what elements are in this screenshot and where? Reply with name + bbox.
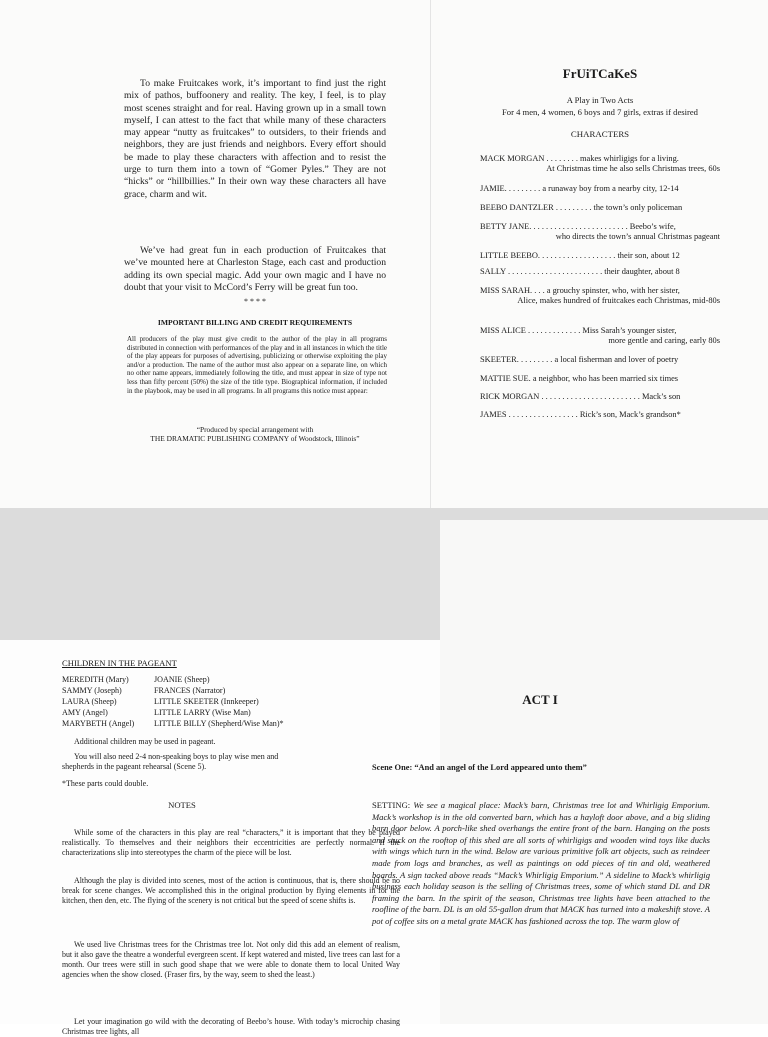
intro-paragraph-2: We’ve had great fun in each production of Fruitcakes that we’ve mounted here at Charleston Stage, each cast and production adding its own special magic. Add your own magic and I have no doubt that your visit to McCord’s Ferry will be great fun too.: [124, 245, 386, 293]
character-description: Mack’s son: [641, 392, 681, 401]
child-entry: LITTLE LARRY (Wise Man): [154, 708, 251, 717]
character-entry: [480, 410, 720, 420]
billing-heading: IMPORTANT BILLING AND CREDIT REQUIREMENTS: [157, 318, 353, 327]
act-heading: ACT I: [522, 692, 558, 707]
doubled-parts-note: *These parts could double.: [62, 779, 149, 788]
notes-paragraph-2: Although the play is divided into scenes, most of the action is continuous, that is, there should be no break for scene changes. We accomplished this in the original production by flying elements in for the kitchen, then den, etc. The flying of the scenery is not critical but the speed of scene shifts is.: [62, 875, 400, 905]
character-name: SALLY: [480, 267, 506, 276]
notes-paragraph-4: Let your imagination go wild with the decorating of Beebo’s house. With today’s microchip chasing Christmas tree lights, all: [62, 1016, 400, 1036]
notes-paragraph-1: While some of the characters in this play are real “characters,” it is important that they be played realistically. To themselves and their neighbors their eccentricities are perfectly normal. If the characterizations slip into stereotypes the charm of the piece will be lost.: [62, 827, 400, 857]
character-name: SKEETER: [480, 355, 517, 364]
leader-dots: . . . . . . . . . . . . . . . . . . . . . . . .: [539, 392, 642, 401]
character-description: a runaway boy from a nearby city, 12-14: [542, 184, 679, 193]
section-divider: * * * *: [244, 297, 266, 306]
child-entry: AMY (Angel): [62, 708, 108, 717]
child-entry: MARYBETH (Angel): [62, 719, 135, 728]
character-description-cont: more gentle and caring, early 80s: [608, 336, 720, 345]
character-entry: [480, 374, 720, 384]
leader-dots: . . . . . . . . .: [553, 203, 594, 212]
leader-dots: . . . . . . . .: [544, 154, 581, 163]
leader-dots: . . . . . . . . . . . . . . . . .: [506, 410, 580, 419]
character-name: MISS SARAH: [480, 286, 531, 295]
intro-paragraph-1: To make Fruitcakes work, it’s important to find just the right mix of pathos, buffoonery and reality. The key, I feel, is to play most scenes straight and for real. Having grown up in a small town myself, I can attest to the fact that while many of these characters may appear “nutty as fruitcakes” to outsiders, to their friends and neighbors, they are just friends and neighbors. Every effort should be made to play these characters with affection and to resist the urge to turn them into a town of “Gomer Pyles.” They are not “hicks” or “hillbillies.” In their own way these characters all have grace, charm and wit.: [124, 78, 386, 200]
character-name: BEEBO DANTZLER: [480, 203, 554, 212]
page-fold: [430, 0, 431, 508]
child-entry: FRANCES (Narrator): [154, 686, 226, 695]
scene-heading: Scene One: “And an angel of the Lord appeared unto them”: [372, 763, 587, 772]
setting-text: We see a magical place: Mack’s barn, Christmas tree lot and Whirligig Emporium. Mack’s workshop is in the old converted barn, which has a hayloft door above, and a big sliding barn door below. A porch-like shed overhangs the entire front of the barn. Hanging on the posts and stuck on the rooftop of this shed are all sorts of whirligigs and wooden wind toys like ducks with wings which turn in the wind. Below are various primitive folk art objects, such as reindeer made from logs and branches, as well as paintings on odd pieces of tin and old, weathered boards. A sign tacked above reads “Mack’s Whirligig Emporium.” A sideline to Mack’s whirligig business each holiday season is the selling of Christmas trees, some of which stand DL and DR framing the barn. In the spirit of the season, Christmas tree lights have been attached to the roofline of the barn. DL is an old 55-gallon drum that MACK has turned into a makeshift stove. A pot of coffee sits on a metal grate MACK has fashioned across the top. The warm glow of: [372, 800, 710, 926]
character-description: a neighbor, who has been married six times: [532, 374, 679, 383]
notes-paragraph-3: We used live Christmas trees for the Christmas tree lot. Not only did this add an element of realism, but it also gave the theatre a wonderful evergreen scent. If kept watered and misted, live trees can last for a month. Our trees were still in such good shape that we were able to donate them to local United Way agencies when the show closed. (Fraser firs, by the way, seem to shed the least.): [62, 939, 400, 979]
child-entry: JOANIE (Sheep): [154, 675, 210, 684]
wise-men-note: You will also need 2-4 non-speaking boys to play wise men and shepherds in the pageant rehearsal (Scene 5).: [62, 752, 279, 771]
leader-dots: . . . . . . . . .: [504, 184, 543, 193]
character-description: Miss Sarah’s younger sister,: [582, 326, 677, 335]
leader-dots: . . . . . . . . . . . . . . . . . . .: [537, 251, 618, 260]
character-entry: [480, 222, 720, 242]
leader-dots: . . . .: [530, 286, 547, 295]
setting-description: [372, 800, 710, 928]
character-description-cont: Alice, makes hundred of fruitcakes each Christmas, mid-80s: [517, 296, 720, 305]
play-title: FrUiTCaKeS: [562, 66, 638, 81]
character-name: BETTY JANE: [480, 222, 530, 231]
character-entry: [480, 392, 720, 402]
character-description: a local fisherman and lover of poetry: [554, 355, 679, 364]
children-column-1: [62, 674, 152, 729]
credit-line-2: THE DRAMATIC PUBLISHING COMPANY of Woodstock, Illinois”: [150, 434, 360, 443]
character-name: MISS ALICE: [480, 326, 526, 335]
child-entry: SAMMY (Joseph): [62, 686, 122, 695]
character-name: LITTLE BEEBO: [480, 251, 538, 260]
child-entry: LITTLE BILLY (Shepherd/Wise Man)*: [154, 719, 284, 728]
character-description: Beebo’s wife,: [629, 222, 676, 231]
children-column-2: [154, 674, 334, 729]
character-description: Rick’s son, Mack’s grandson*: [579, 410, 681, 419]
character-description-cont: who directs the town’s annual Christmas pageant: [555, 232, 720, 241]
character-description: the town’s only policeman: [593, 203, 683, 212]
additional-children-note: Additional children may be used in pageant.: [74, 737, 216, 746]
character-name: MACK MORGAN: [480, 154, 545, 163]
leader-dots: . . . . . . . . . . . . . . . . . . . . . . .: [505, 267, 605, 276]
character-entry: [480, 267, 720, 277]
character-entry: [480, 286, 720, 306]
character-name: RICK MORGAN: [480, 392, 540, 401]
character-description: their daughter, about 8: [604, 267, 680, 276]
setting-label: SETTING:: [372, 800, 411, 810]
cast-count: For 4 men, 4 women, 6 boys and 7 girls, extras if desired: [502, 107, 698, 117]
character-entry: [480, 154, 720, 174]
characters-heading: CHARACTERS: [570, 129, 630, 139]
child-entry: MEREDITH (Mary): [62, 675, 129, 684]
play-subtitle: A Play in Two Acts: [566, 95, 634, 105]
character-description: their son, about 12: [617, 251, 680, 260]
leader-dots: .: [528, 374, 533, 383]
leader-dots: . . . . . . . . .: [516, 355, 555, 364]
child-entry: LAURA (Sheep): [62, 697, 117, 706]
character-entry: [480, 184, 720, 194]
credit-line-1: “Produced by special arrangement with: [196, 425, 314, 434]
leader-dots: . . . . . . . . . . . . . . . . . . . . . . . .: [529, 222, 630, 231]
billing-requirements-text: All producers of the play must give credit to the author of the play in all programs distributed in connection with performances of the play and in all instances in which the title of the play appears for purposes of advertising, publicizing or otherwise exploiting the play and/or a production. The name of the author must also appear on a separate line, on which no other name appears, immediately following the title, and must appear in size of type not less than fifty percent (50%) the size of the title type. Biographical information, if included in the playbook, may be used in all programs. In all programs this notice must appear:: [127, 335, 387, 395]
child-entry: LITTLE SKEETER (Innkeeper): [154, 697, 259, 706]
character-name: MATTIE SUE: [480, 374, 529, 383]
character-name: JAMIE: [480, 184, 505, 193]
character-entry: [480, 251, 720, 261]
character-name: JAMES: [480, 410, 507, 419]
notes-heading: NOTES: [168, 800, 196, 810]
children-heading: CHILDREN IN THE PAGEANT: [62, 658, 177, 668]
character-entry: [480, 203, 720, 213]
character-description-cont: At Christmas time he also sells Christmas trees, 60s: [546, 164, 720, 173]
character-description: a grouchy spinster, who, with her sister,: [546, 286, 680, 295]
leader-dots: . . . . . . . . . . . . .: [525, 326, 583, 335]
character-description: makes whirligigs for a living.: [580, 154, 679, 163]
character-entry: [480, 326, 720, 346]
character-entry: [480, 355, 720, 365]
